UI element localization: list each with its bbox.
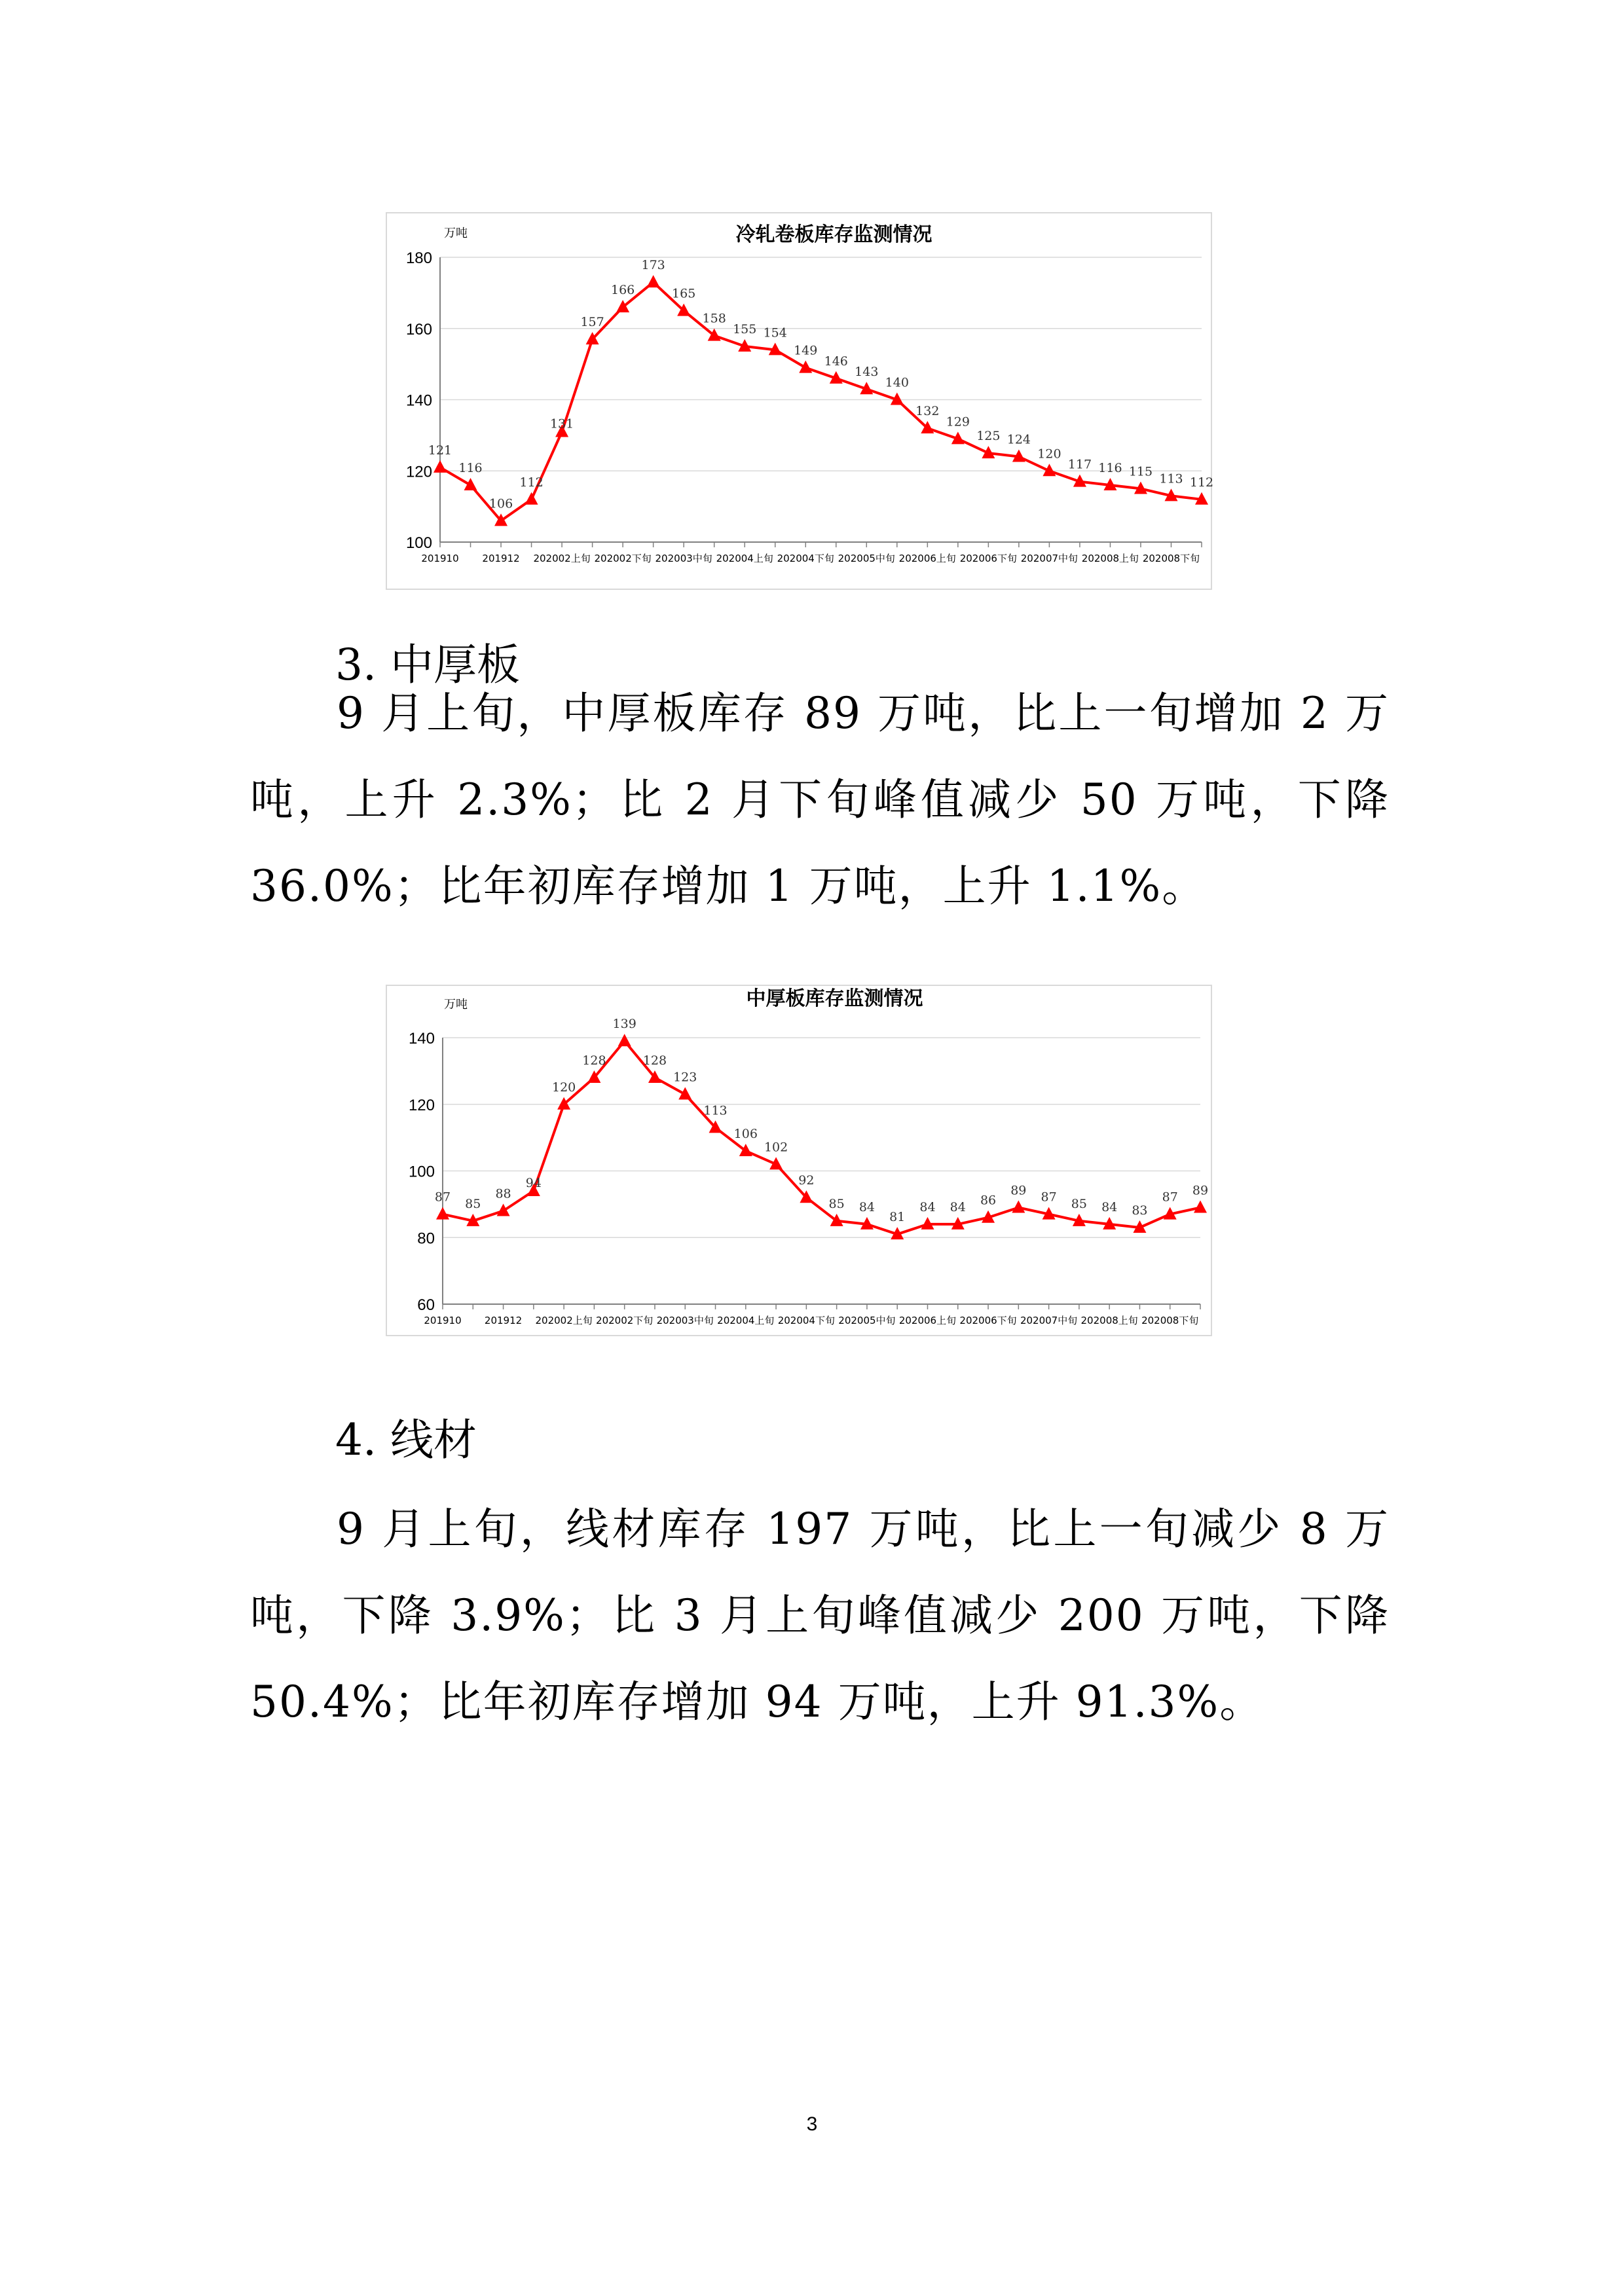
data-label: 165 [672,286,696,301]
x-tick-label: 202004上旬 [716,553,773,564]
data-label: 158 [702,311,726,326]
y-tick-label: 120 [408,1096,435,1114]
x-tick-label: 201910 [421,553,459,564]
data-label: 113 [1159,471,1183,486]
x-tick-label: 202003中旬 [656,1315,714,1326]
data-label: 140 [885,375,909,390]
data-label: 166 [610,283,635,298]
section-paragraph-medium-heavy-plate: 9 月上旬，中厚板库存 89 万吨，比上一旬增加 2 万吨，上升 2.3%；比 2 月下旬峰值减少 50 万吨，下降 36.0%；比年初库存增加 1 万吨，上升 1.1%。 [250,688,1390,911]
data-label: 124 [1006,432,1031,447]
data-label: 155 [733,321,757,337]
data-label: 116 [458,461,483,475]
data-label: 88 [495,1186,511,1201]
y-tick-label: 100 [408,1163,435,1181]
data-label: 128 [642,1053,667,1068]
x-tick-label: 202008上旬 [1080,1315,1138,1326]
x-tick-label: 201910 [424,1315,462,1326]
x-tick-label: 202008下旬 [1141,1315,1199,1326]
data-label: 131 [549,416,574,431]
data-label: 157 [580,315,604,330]
chart-frame [386,213,1214,589]
y-tick-label: 100 [405,534,432,552]
x-tick-label: 202005中旬 [838,553,895,564]
data-label: 139 [612,1017,637,1032]
x-tick-label: 202008上旬 [1081,553,1139,564]
x-tick-label: 202008下旬 [1142,553,1200,564]
data-label: 128 [582,1053,606,1068]
data-label: 112 [1189,475,1214,490]
data-label: 89 [1010,1183,1027,1198]
y-tick-label: 140 [408,1030,435,1048]
chart-title: 中厚板库存监测情况 [746,987,923,1010]
data-label: 85 [465,1196,481,1211]
data-label: 143 [855,365,879,380]
data-label: 121 [428,443,452,458]
x-tick-label: 202004下旬 [777,1315,835,1326]
data-label: 123 [673,1070,697,1085]
data-label: 112 [519,475,544,490]
x-tick-label: 202006下旬 [959,1315,1017,1326]
data-label: 149 [794,343,818,358]
y-tick-label: 180 [405,249,432,267]
y-tick-label: 80 [417,1230,435,1248]
data-label: 125 [976,429,1001,444]
y-tick-label: 140 [405,392,432,410]
data-label: 132 [915,404,940,418]
data-label: 83 [1132,1203,1148,1218]
x-tick-label: 202007中旬 [1020,553,1079,564]
data-label: 106 [733,1126,758,1141]
data-label: 85 [828,1196,845,1211]
data-label: 89 [1192,1183,1209,1198]
x-tick-label: 202002下旬 [594,553,652,564]
data-label: 117 [1067,457,1092,472]
data-label: 106 [489,496,513,511]
data-label: 146 [824,354,848,369]
data-label: 84 [858,1199,876,1214]
page-number: 3 [806,2113,818,2135]
data-label: 84 [919,1199,936,1214]
x-tick-label: 202006上旬 [898,553,956,564]
data-label: 87 [1041,1190,1057,1205]
data-label: 87 [1162,1190,1178,1205]
chart-unit-label: 万吨 [444,227,468,240]
x-tick-label: 201912 [484,1315,523,1326]
x-tick-label: 202005中旬 [838,1315,896,1326]
x-tick-label: 201912 [482,553,520,564]
data-label: 84 [950,1199,966,1214]
y-tick-label: 120 [405,463,432,481]
y-tick-label: 60 [417,1296,435,1314]
x-tick-label: 202002上旬 [535,1315,593,1326]
data-label: 86 [980,1193,997,1208]
x-tick-label: 202003中旬 [655,553,712,564]
data-label: 129 [946,414,970,429]
data-label: 87 [434,1190,451,1205]
data-label: 94 [525,1176,542,1191]
data-label: 92 [798,1173,815,1188]
chart-medium-heavy-plate-inventory [386,985,1211,1336]
section-heading-medium-heavy-plate: 3. 中厚板 [335,640,520,690]
data-label: 154 [763,325,787,340]
data-label: 116 [1098,461,1122,475]
x-tick-label: 202004上旬 [717,1315,775,1326]
data-label: 81 [889,1210,906,1225]
data-label: 115 [1128,464,1153,479]
x-tick-label: 202002上旬 [533,553,591,564]
data-label: 113 [703,1103,728,1118]
data-label: 173 [641,258,665,273]
data-label: 102 [764,1140,788,1155]
section-heading-wire-rod: 4. 线材 [335,1415,477,1465]
data-label: 120 [551,1080,576,1095]
data-label: 85 [1071,1196,1087,1211]
data-label: 84 [1101,1199,1118,1214]
x-tick-label: 202006上旬 [898,1315,957,1326]
y-tick-label: 160 [405,320,432,338]
chart-cold-rolled-coil-inventory [386,213,1213,589]
x-tick-label: 202002下旬 [596,1315,654,1326]
section-paragraph-wire-rod: 9 月上旬，线材库存 197 万吨，比上一旬减少 8 万吨，下降 3.9%；比 3 月上旬峰值减少 200 万吨，下降 50.4%；比年初库存增加 94 万吨，上升 91.3%。 [250,1504,1390,1727]
x-tick-label: 202004下旬 [777,553,834,564]
x-tick-label: 202006下旬 [959,553,1017,564]
data-label: 120 [1037,446,1061,462]
chart-title: 冷轧卷板库存监测情况 [735,223,932,246]
chart-unit-label: 万吨 [444,998,468,1011]
x-tick-label: 202007中旬 [1020,1315,1078,1326]
